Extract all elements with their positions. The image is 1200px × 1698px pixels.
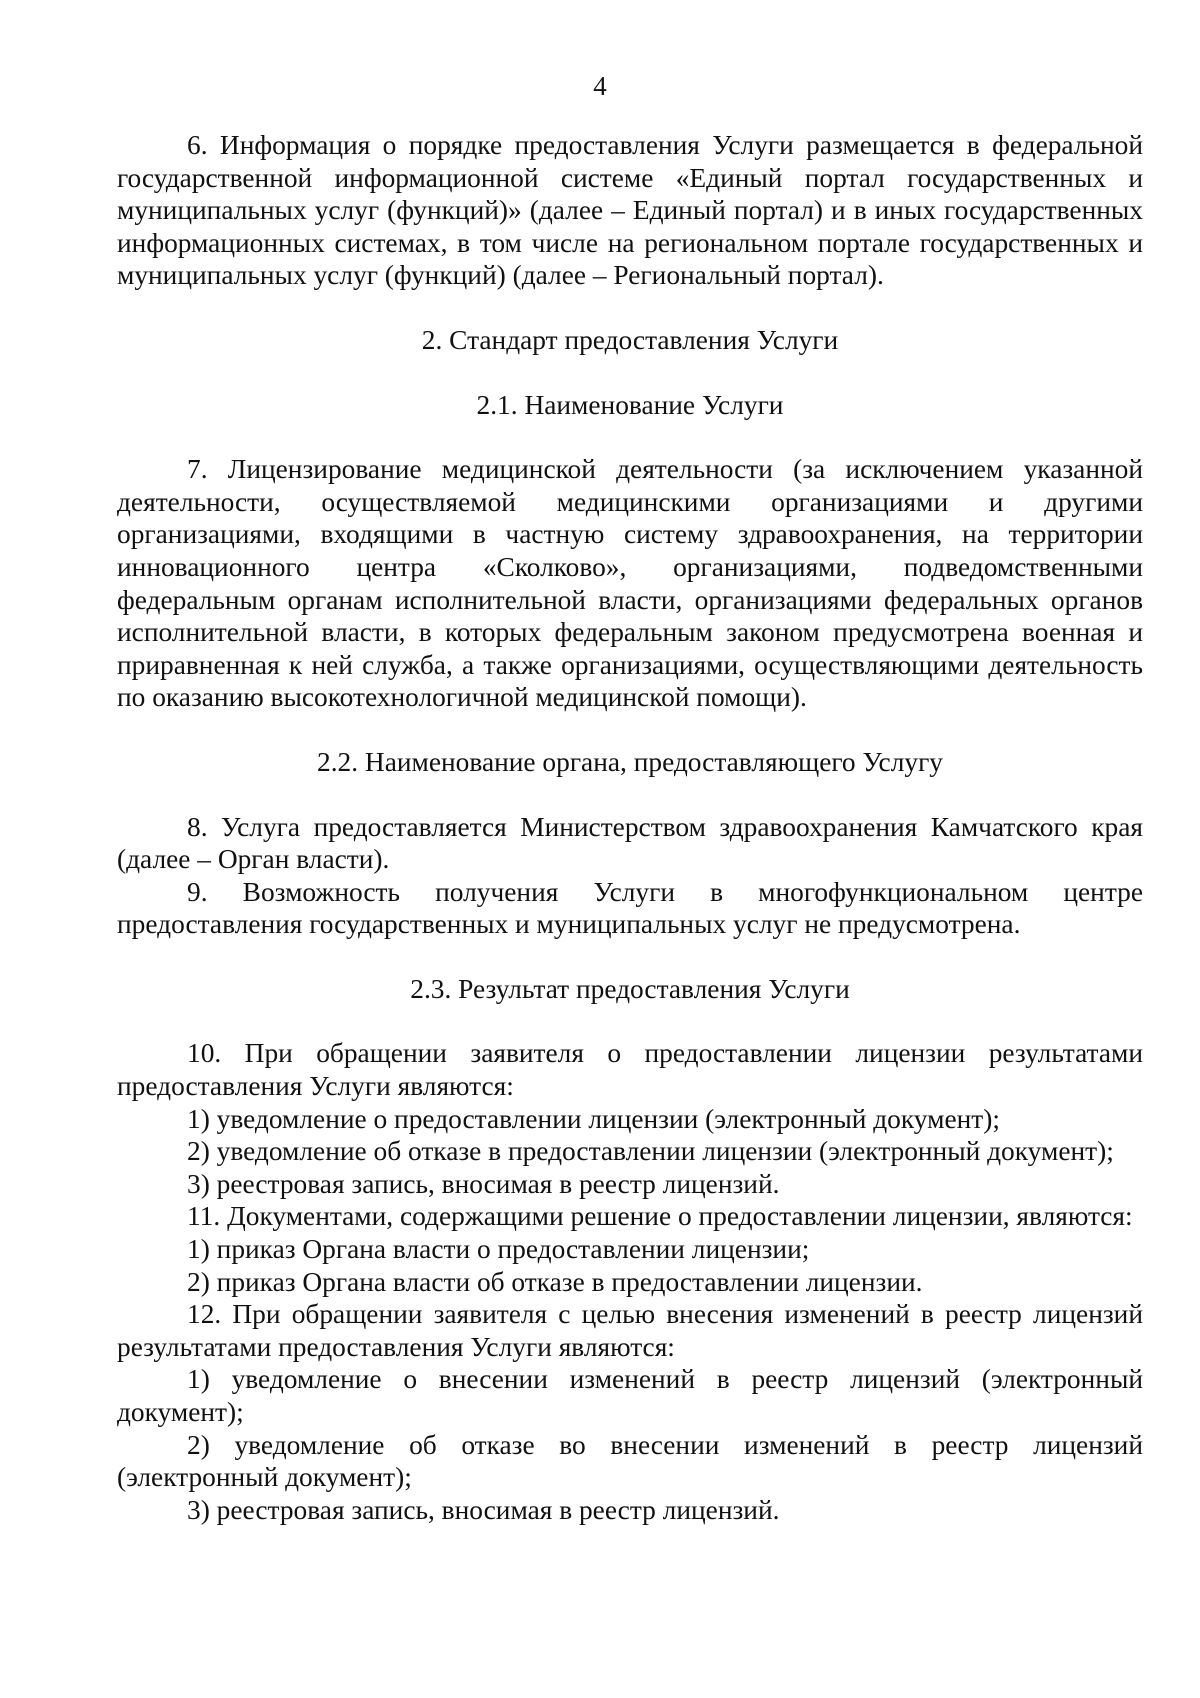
paragraph-11: 11. Документами, содержащими решение о предоставлении лицензии, являются: — [187, 1201, 1133, 1232]
paragraph-12-item-2: 2) уведомление об отказе во внесении изменений в реестр лицензий (электронный документ); — [117, 1429, 1143, 1493]
paragraph-11-item-2: 2) приказ Органа власти об отказе в предоставлении лицензии. — [187, 1266, 923, 1297]
section-heading-2-2: 2.2. Наименование органа, предоставляющего Услугу — [317, 746, 943, 777]
paragraph-12: 12. При обращении заявителя с целью внесения изменений в реестр лицензий результатами предоставления Услуги являются: — [117, 1299, 1143, 1362]
paragraph-10-item-3: 3) реестровая запись, вносимая в реестр лицензий. — [187, 1168, 780, 1199]
paragraph-6: 6. Информация о порядке предоставления Услуги размещается в федеральной государственной информационной системе «Единый портал государственных и муниципальных услуг (функций)» (далее – Единый портал) и в иных государственных информационных системах, в том числе на региональном портале государственных и муниципальных услуг (функций) (далее – Региональный портал). — [117, 130, 1143, 291]
paragraph-9: 9. Возможность получения Услуги в многофункциональном центре предоставления государственных и муниципальных услуг не предусмотрена. — [117, 876, 1143, 940]
paragraph-11-item-1: 1) приказ Органа власти о предоставлении лицензии; — [187, 1234, 810, 1265]
section-heading-2: 2. Стандарт предоставления Услуги — [421, 324, 839, 355]
paragraph-12-item-3: 3) реестровая запись, вносимая в реестр лицензий. — [187, 1494, 780, 1525]
paragraph-12-item-1: 1) уведомление о внесении изменений в реестр лицензий (электронный документ); — [117, 1364, 1143, 1427]
page-number: 4 — [593, 71, 607, 101]
paragraph-10-item-1: 1) уведомление о предоставлении лицензии (электронный документ); — [187, 1103, 1000, 1134]
paragraph-10-item-2: 2) уведомление об отказе в предоставлении лицензии (электронный документ); — [187, 1136, 1114, 1167]
section-heading-2-1: 2.1. Наименование Услуги — [476, 389, 784, 420]
paragraph-7: 7. Лицензирование медицинской деятельности (за исключением указанной деятельности, осуществляемой медицинскими организациями и другими организациями, входящими в частную систему здравоохранения, на территории инновационного центра «Сколково», организациями, подведомственными федеральным органам исполнительной власти, организациями федеральных органов исполнительной власти, в которых федеральным законом предусмотрена военная и приравненная к ней служба, а также организациями, осуществляющими деятельность по оказанию высокотехнологичной медицинской помощи). — [117, 454, 1143, 713]
document-body — [117, 129, 1143, 1526]
section-heading-2-3: 2.3. Результат предоставления Услуги — [410, 973, 850, 1004]
paragraph-8: 8. Услуга предоставляется Министерством здравоохранения Камчатского края (далее – Орган власти). — [117, 811, 1143, 875]
paragraph-10: 10. При обращении заявителя о предоставлении лицензии результатами предоставления Услуги являются: — [117, 1038, 1143, 1102]
